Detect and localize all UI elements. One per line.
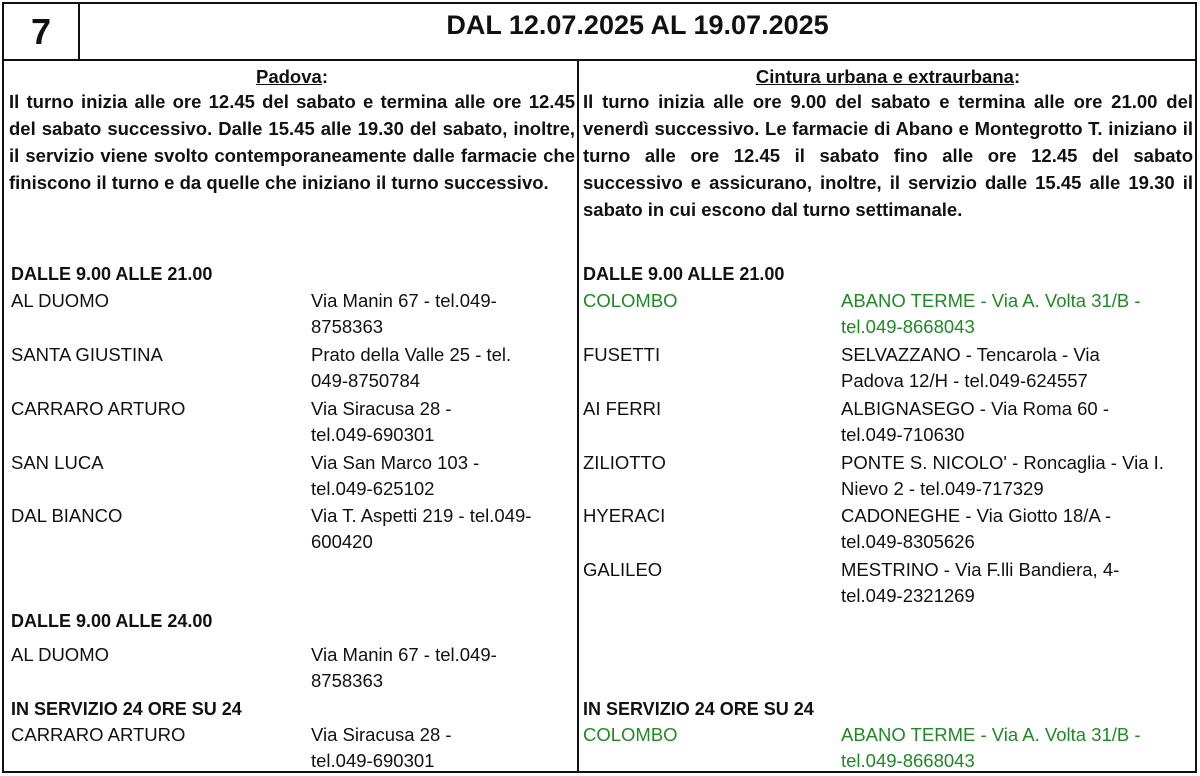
pharmacy-name: FUSETTI [583, 344, 661, 365]
padova-section-evening: DALLE 9.00 ALLE 24.00 [11, 611, 213, 631]
pharmacy-address: Via San Marco 103 - tel.049-625102 [311, 452, 480, 499]
pharmacy-name: DAL BIANCO [11, 505, 123, 526]
pharmacy-address: PONTE S. NICOLO' - Roncaglia - Via I. Nievo 2 - tel.049-717329 [841, 452, 1164, 499]
week-number: 7 [4, 4, 80, 59]
column-divider [577, 61, 579, 771]
padova-intro: Il turno inizia alle ore 12.45 del sabato e termina alle ore 12.45 del sabato successivo. Dalle 15.45 alle 19.30 del sabato, inoltre, il servizio viene svolto contemporaneamente dalle farmacie che finiscono il turno e da quelle che iniziano il turno successivo. [9, 91, 575, 193]
padova-heading [9, 65, 575, 88]
cintura-heading-colon: : [1013, 66, 1021, 87]
pharmacy-name: GALILEO [583, 559, 663, 580]
pharmacy-name: COLOMBO [583, 290, 678, 311]
padova-column [9, 61, 575, 196]
pharmacy-schedule-sheet [2, 2, 1197, 773]
pharmacy-address: Via Siracusa 28 - tel.049-690301 [311, 398, 452, 445]
cintura-column [583, 61, 1193, 223]
cintura-heading [583, 65, 1193, 88]
cintura-heading-label: Cintura urbana e extraurbana [755, 66, 1014, 87]
pharmacy-name: CARRARO ARTURO [11, 398, 186, 419]
pharmacy-address: CADONEGHE - Via Giotto 18/A - tel.049-8305626 [841, 505, 1112, 552]
padova-section-day: DALLE 9.00 ALLE 21.00 [11, 264, 213, 284]
pharmacy-name: AI FERRI [583, 398, 662, 419]
pharmacy-address: Via Siracusa 28 - tel.049-690301 [311, 724, 452, 771]
date-range-title: DAL 12.07.2025 AL 19.07.2025 [446, 10, 829, 40]
pharmacy-address: ABANO TERME - Via A. Volta 31/B - tel.049-8668043 [841, 724, 1141, 771]
pharmacy-name: AL DUOMO [11, 644, 109, 665]
pharmacy-name: AL DUOMO [11, 290, 109, 311]
cintura-section-24h: IN SERVIZIO 24 ORE SU 24 [583, 699, 814, 719]
pharmacy-name: COLOMBO [583, 724, 678, 745]
pharmacy-address: Via Manin 67 - tel.049-8758363 [311, 290, 497, 337]
pharmacy-address: ABANO TERME - Via A. Volta 31/B - tel.049-8668043 [841, 290, 1141, 337]
cintura-section-day: DALLE 9.00 ALLE 21.00 [583, 264, 785, 284]
pharmacy-name: SAN LUCA [11, 452, 104, 473]
pharmacy-address: Via Manin 67 - tel.049-8758363 [311, 644, 497, 691]
pharmacy-address: MESTRINO - Via F.lli Bandiera, 4-tel.049-2321269 [841, 559, 1120, 606]
pharmacy-address: Prato della Valle 25 - tel. 049-8750784 [311, 344, 512, 391]
cintura-intro: Il turno inizia alle ore 9.00 del sabato e termina alle ore 21.00 del venerdì successivo. Le farmacie di Abano e Montegrotto T. iniziano il turno alle ore 12.45 il sabato fino alle ore 12.45 del sabato successivo e assicurano, inoltre, il servizio dalle 15.45 alle 19.30 il sabato in cui escono dal turno settimanale. [583, 91, 1193, 220]
pharmacy-name: SANTA GIUSTINA [11, 344, 163, 365]
schedule-header [4, 4, 1195, 61]
pharmacy-address: SELVAZZANO - Tencarola - Via Padova 12/H - tel.049-624557 [841, 344, 1100, 391]
padova-heading-colon: : [321, 66, 328, 87]
pharmacy-address: ALBIGNASEGO - Via Roma 60 - tel.049-710630 [841, 398, 1110, 445]
pharmacy-address: Via T. Aspetti 219 - tel.049-600420 [311, 505, 532, 552]
pharmacy-name: HYERACI [583, 505, 666, 526]
padova-heading-label: Padova [256, 66, 322, 87]
padova-section-24h: IN SERVIZIO 24 ORE SU 24 [11, 699, 242, 719]
pharmacy-name: CARRARO ARTURO [11, 724, 186, 745]
pharmacy-name: ZILIOTTO [583, 452, 666, 473]
